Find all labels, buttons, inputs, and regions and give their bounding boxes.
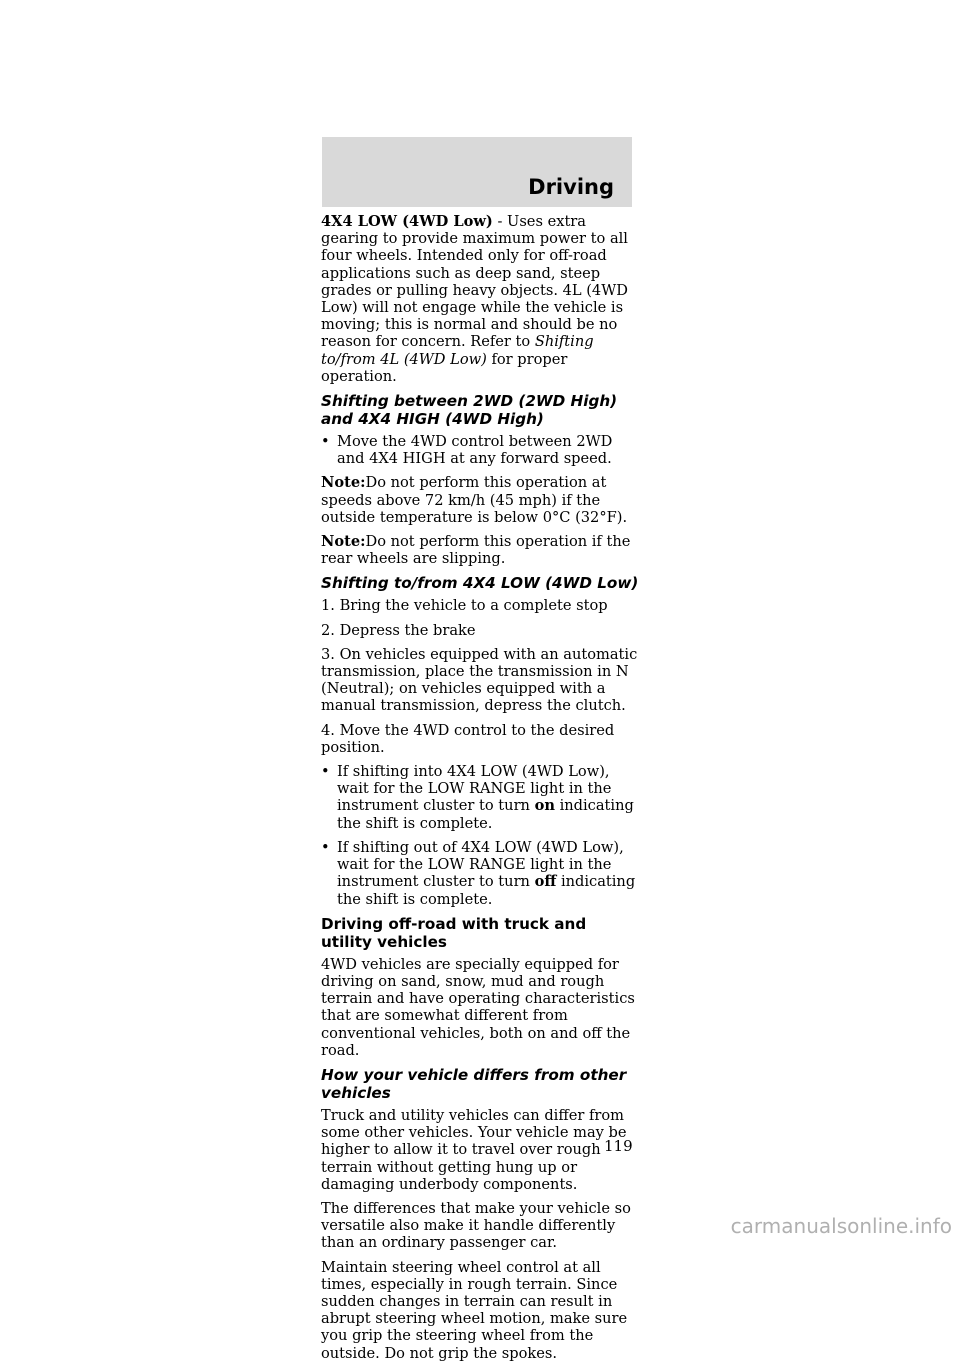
note-rear-wheels: Note:Do not perform this operation if the rear wheels are slipping. <box>321 533 631 568</box>
step-item: 4. Move the 4WD control to the desired position. <box>321 721 615 756</box>
heading-vehicle-differs: How your vehicle differs from other vehicles <box>321 1065 627 1102</box>
cross-reference: Shifting to/from 4L (4WD Low) <box>321 333 594 368</box>
list-item: • Move the 4WD control between 2WD and 4X4 HIGH at any forward speed. <box>321 433 613 468</box>
note-label: Note: <box>321 474 366 492</box>
paragraph-differs-2: The differences that make your vehicle so versatile also make it handle differently than an ordinary passenger car. <box>321 1199 631 1252</box>
page-content <box>321 213 641 1369</box>
watermark: carmanualsonline.info <box>730 1214 952 1238</box>
bullet-icon: • <box>321 433 330 451</box>
heading-shifting-2wd-4x4-high: Shifting between 2WD (2WD High) and 4X4 HIGH (4WD High) <box>321 392 618 429</box>
paragraph-differs-1: Truck and utility vehicles can differ from some other vehicles. Your vehicle may be higher to allow it to travel over rough terrain without getting hung up or damaging underbody components. <box>321 1106 627 1193</box>
step-item: 2. Depress the brake <box>321 621 476 639</box>
paragraph-4x4-low: 4X4 LOW (4WD Low) - Uses extra gearing to provide maximum power to all four wheels. Intended only for off-road applications such as deep sand, steep grades or pulling heavy objects. 4L (4WD Low) will not engage while the vehicle is moving; this is normal and should be no reason for concern. Refer to Shifting to/from 4L (4WD Low) for proper operation. <box>321 213 628 385</box>
note-speed: Note:Do not perform this operation at speeds above 72 km/h (45 mph) if the outside temperature is below 0°C (32°F). <box>321 474 628 526</box>
page-number: 119 <box>604 1137 633 1155</box>
step-item: 1. Bring the vehicle to a complete stop <box>321 597 608 615</box>
heading-driving-off-road: Driving off-road with truck and utility vehicles <box>321 914 587 951</box>
paragraph-off-road: 4WD vehicles are specially equipped for driving on sand, snow, mud and rough terrain and have operating characteristics that are somewhat different from conventional vehicles, both on and off the road. <box>321 955 635 1059</box>
section-header-band <box>322 137 632 207</box>
heading-shifting-4x4-low: Shifting to/from 4X4 LOW (4WD Low) <box>321 574 639 593</box>
section-title: Driving <box>528 175 614 199</box>
list-item: • If shifting out of 4X4 LOW (4WD Low), wait for the LOW RANGE light in the instrument cluster to turn off indicating the shift is complete. <box>321 838 636 908</box>
term-4x4-low: 4X4 LOW (4WD Low) <box>321 213 493 230</box>
bullet-icon: • <box>321 763 330 781</box>
step-item: 3. On vehicles equipped with an automatic transmission, place the transmission in N (Neutral); on vehicles equipped with a manual transmission, depress the clutch. <box>321 645 638 715</box>
paragraph-differs-3: Maintain steering wheel control at all times, especially in rough terrain. Since sudden changes in terrain can result in abrupt steering wheel motion, make sure you grip the steering wheel from the outside. Do not grip the spokes. <box>321 1258 628 1362</box>
list-item: • If shifting into 4X4 LOW (4WD Low), wait for the LOW RANGE light in the instrument cluster to turn on indicating the shift is complete. <box>321 763 634 832</box>
bullet-icon: • <box>321 838 330 856</box>
note-label: Note: <box>321 533 366 551</box>
